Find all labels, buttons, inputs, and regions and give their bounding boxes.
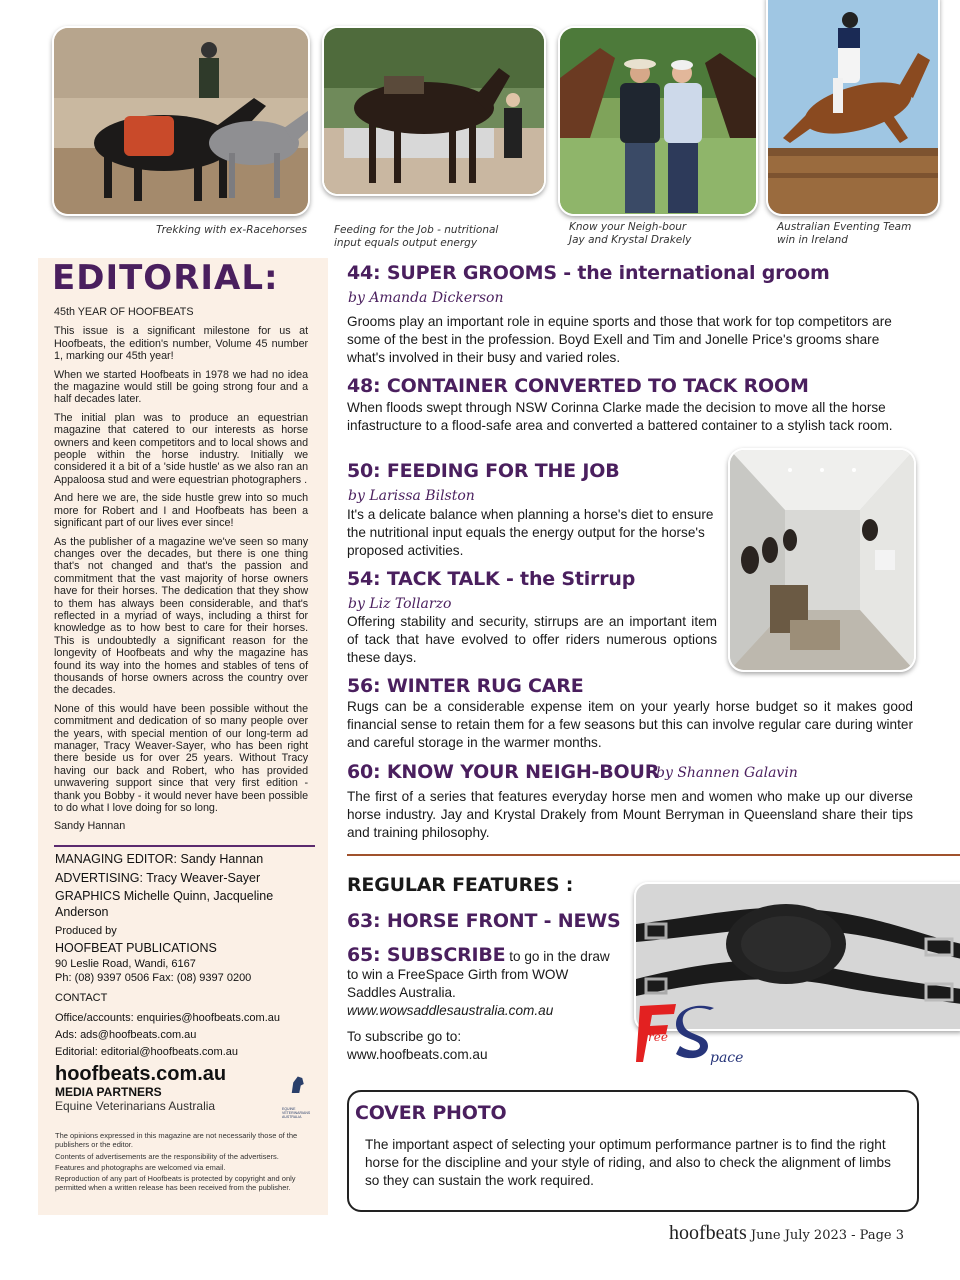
footer-issue: June July 2023 - Page 3	[750, 1228, 904, 1243]
editorial-paragraph: When we started Hoofbeats in 1978 we had no idea the magazine would still be going strong four and a half decades later.	[54, 368, 309, 406]
caption-feeding-line2: input equals output energy	[334, 237, 478, 249]
editorial-paragraph: This issue is a significant milestone for us at Hoofbeats, the edition's number, Volume 45 number 1, marking our 45th year!	[54, 325, 309, 363]
regular-65-text2: to win a FreeSpace Girth from WOW	[347, 967, 569, 982]
photo-trekking	[52, 26, 310, 216]
article-60-text: The first of a series that features everyday horse men and women who make up our diverse horse industry. Jay and Krystal Drakely from Mount Berryman in Queensland share their tips and training philosophy.	[347, 789, 913, 840]
media-partners-label: MEDIA PARTNERS	[55, 1084, 162, 1099]
editorial-divider	[54, 845, 315, 847]
photo-feeding	[322, 26, 546, 196]
editorial-paragraph: As the publisher of a magazine we've seen so many changes over the decades, but there is one thing that's not changed and that's the passion and commitment that the vast majority of horse owners have for their horses. The dedication that they show to them has always been considerable, and that's reflected in a myriad of ways, including a thirst for knowledge as to how best to care for their horses. This is undoubtedly a significant reason for the longevity of Hoofbeats and why the magazine has found its way into the homes and stables of tens of thousands of horse owners across the country over the decades.	[54, 535, 309, 697]
subscribe-link[interactable]: www.hoofbeats.com.au	[347, 1047, 488, 1062]
article-54-text: Offering stability and security, stirrups are an important item of tack that have evolved to offer riders numerous options these days.	[347, 614, 717, 665]
credit-advertising: ADVERTISING: Tracy Weaver-Sayer	[55, 870, 261, 885]
editorial-heading: 45th YEAR OF HOOFBEATS	[54, 306, 194, 318]
article-60-byline: by Shannen Galavin	[656, 765, 798, 781]
article-54-byline: by Liz Tollarzo	[348, 596, 452, 612]
regular-65-text1: to go in the draw	[505, 949, 610, 964]
editorial-body	[54, 306, 308, 839]
credit-produced-by: Produced by	[55, 925, 117, 937]
regular-63-title[interactable]: 63: HORSE FRONT - NEWS	[347, 910, 621, 932]
freespace-logo-letters	[636, 1000, 637, 1001]
freespace-logo	[636, 1000, 756, 1070]
article-54-title[interactable]: 54: TACK TALK - the Stirrup	[347, 568, 636, 590]
photo-tack-room	[728, 448, 916, 672]
page-footer	[669, 1222, 904, 1245]
fine-print-line: Features and photographs are welcomed via email.	[55, 1162, 226, 1172]
credit-graphics: GRAPHICS Michelle Quinn, Jacqueline Anderson	[55, 889, 274, 919]
caption-feeding-line1: Feeding for the Job - nutritional	[334, 224, 499, 236]
article-44-byline: by Amanda Dickerson	[348, 290, 504, 306]
credit-editorial-email[interactable]: Editorial: editorial@hoofbeats.com.au	[55, 1045, 238, 1058]
horse-head-icon	[282, 1072, 312, 1102]
caption-neighbour	[569, 221, 691, 247]
freespace-logo-free: ree	[648, 1030, 668, 1044]
fine-print-line: Contents of advertisements are the responsibility of the advertisers.	[55, 1151, 279, 1161]
article-48-text: When floods swept through NSW Corinna Clarke made the decision to move all the horse infastructure to a flood-safe area and converted a battered container to a stylish tack room.	[347, 400, 893, 433]
caption-eventing-line2: win in Ireland	[777, 234, 848, 246]
regular-65-title[interactable]: 65: SUBSCRIBE	[347, 944, 506, 966]
media-partner-name: Equine Veterinarians Australia	[55, 1098, 216, 1113]
eva-logo-text: EQUINE VETERINARIANS AUSTRALIA	[282, 1107, 311, 1119]
credits-block	[55, 852, 315, 1113]
fine-print-line: The opinions expressed in this magazine are not necessarily those of the publishers or the editor.	[55, 1131, 298, 1150]
article-50-text: It's a delicate balance when planning a horse's diet to ensure the nutritional input equals the energy output for the horse's proposed activities.	[347, 507, 714, 558]
cover-photo-title: COVER PHOTO	[355, 1102, 507, 1124]
credit-office-email[interactable]: Office/accounts: enquiries@hoofbeats.com.au	[55, 1011, 280, 1024]
subscribe-line1: To subscribe go to:	[347, 1029, 462, 1044]
credit-address: 90 Leslie Road, Wandi, 6167	[55, 957, 196, 970]
article-44-text: Grooms play an important role in equine sports and those that work for top competitors are some of the best in the profession. Boyd Exell and Tim and Jonelle Price's grooms share what's involved in their busy and varied roles.	[347, 314, 892, 365]
credit-managing-editor: MANAGING EDITOR: Sandy Hannan	[55, 852, 264, 866]
article-50-byline: by Larissa Bilston	[348, 488, 475, 504]
caption-trekking: Trekking with ex-Racehorses	[156, 224, 307, 236]
footer-brand: hoofbeats	[669, 1222, 747, 1244]
article-44-title[interactable]: 44: SUPER GROOMS - the international groom	[347, 262, 830, 284]
photo-neighbour	[558, 26, 758, 216]
credit-contact: CONTACT	[55, 991, 108, 1004]
credit-phone: Ph: (08) 9397 0506 Fax: (08) 9397 0200	[55, 971, 252, 984]
cover-photo-text: The important aspect of selecting your optimum performance partner is to find the right horse for the discipline and your style of riding, and also to check the alignment of limbs so they can sustain the work required.	[365, 1137, 891, 1188]
freespace-logo-pace: pace	[710, 1050, 744, 1066]
regular-65-text3: Saddles Australia.	[347, 985, 456, 1000]
article-56-text: Rugs can be a considerable expense item on your yearly horse budget so it makes good financial sense to retain them for a few seasons but this can involve regular care during winter and careful storage in the warmer months.	[347, 699, 913, 750]
article-48-title[interactable]: 48: CONTAINER CONVERTED TO TACK ROOM	[347, 375, 809, 397]
editorial-paragraph: The initial plan was to produce an equestrian magazine that catered to our interests as horse owners and keen competitors and to local shows and people within the horse industry. Initially we considered it a bit of a 'side hustle' as we also ran an Appaloosa stud and were equestrian photographers .	[54, 411, 309, 486]
caption-eventing-line1: Australian Eventing Team	[777, 221, 912, 233]
editorial-signature: Sandy Hannan	[54, 820, 126, 833]
caption-feeding	[334, 224, 498, 250]
section-divider	[347, 854, 960, 856]
site-link[interactable]: hoofbeats.com.au	[55, 1062, 227, 1085]
editorial-paragraph: None of this would have been possible without the commitment and dedication of so many people over the years, with special mention of our long-term ad manager, Tracy Weaver-Sayer, who has been right there beside us for over 25 years. Without Tracy having our back and Robert, who has provided unwavering support since that very first edition - thank you Bobby - it would never have been possible to do what I love doing for so long.	[54, 702, 309, 815]
regular-features-title: REGULAR FEATURES :	[347, 874, 574, 896]
credit-ads-email[interactable]: Ads: ads@hoofbeats.com.au	[55, 1028, 197, 1041]
fine-print-line: Reproduction of any part of Hoofbeats is protected by copyright and only permitted when a written release has been received from the publisher.	[55, 1174, 296, 1193]
fine-print	[55, 1131, 317, 1195]
eva-logo	[282, 1072, 312, 1119]
photo-eventing	[766, 0, 940, 216]
editorial-title: EDITORIAL:	[52, 258, 279, 298]
caption-eventing	[777, 221, 911, 247]
article-50-title[interactable]: 50: FEEDING FOR THE JOB	[347, 460, 620, 482]
regular-65-link[interactable]: www.wowsaddlesaustralia.com.au	[347, 1003, 554, 1018]
regular-65-block	[347, 944, 637, 1064]
caption-neighbour-line2: Jay and Krystal Drakely	[569, 234, 692, 246]
article-56-title[interactable]: 56: WINTER RUG CARE	[347, 675, 584, 697]
article-60-title[interactable]: 60: KNOW YOUR NEIGH-BOUR	[347, 761, 660, 783]
credit-publisher: HOOFBEAT PUBLICATIONS	[55, 941, 217, 955]
editorial-paragraph: And here we are, the side hustle grew into so much more for Robert and I and Hoofbeats has been a significant part of our lives ever since!	[54, 492, 309, 530]
caption-neighbour-line1: Know your Neigh-bour	[569, 221, 687, 233]
